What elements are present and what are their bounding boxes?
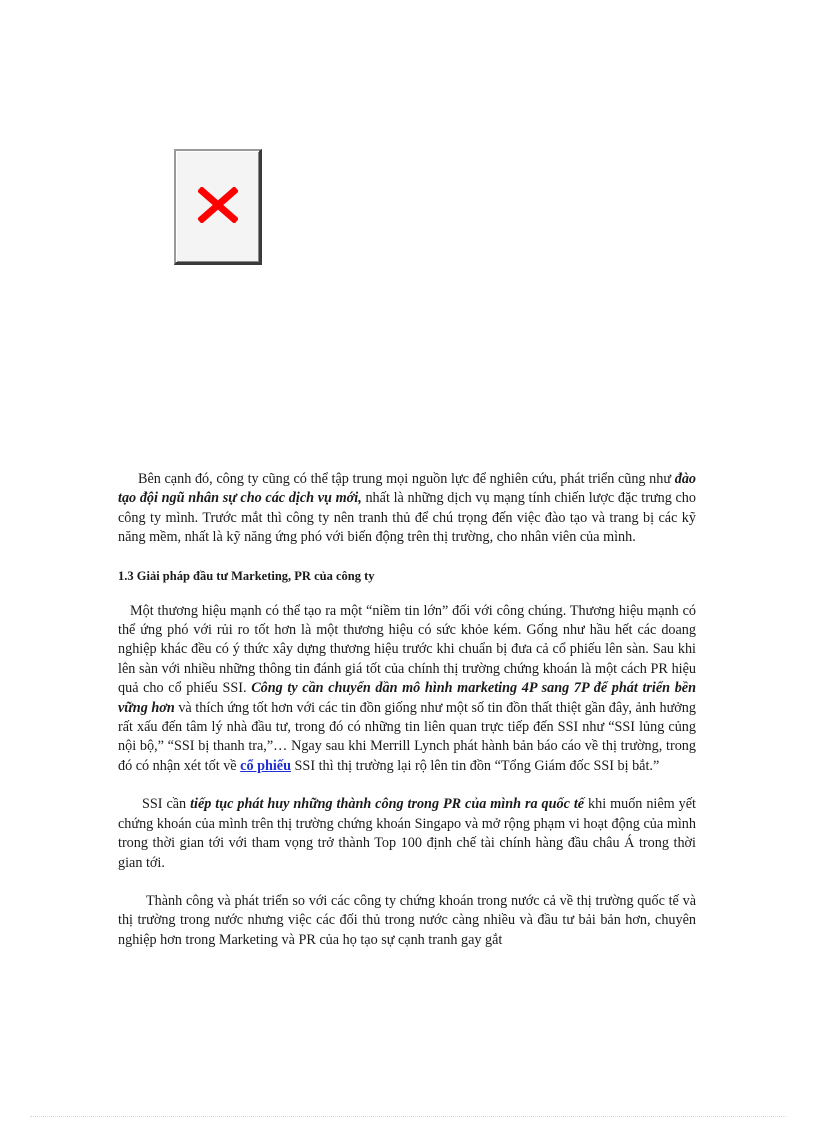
text-run: và thích ứng tốt hơn với các tin đồn giống như một số tin đồn thất thiệt gần đây, ảnh hưởng rất xấu đến tâm lý nhà đầu tư, trong đó có những tin liên quan trực tiếp đến SSI như “SSI lủng củng nội bộ,” “SSI bị thanh tra,”… Ngay sau khi Merrill Lynch phát hành bản báo cáo về thị trường, trong đó có nhận xét tốt về (118, 699, 696, 774)
page-divider (30, 1116, 786, 1117)
red-x-icon (198, 187, 238, 223)
emphasis-text: tiếp tục phát huy những thành công trong PR của mình ra quốc tế (190, 796, 585, 813)
stock-link[interactable]: cổ phiếu (240, 757, 291, 774)
section-heading: 1.3 Giải pháp đầu tư Marketing, PR của công ty (118, 568, 375, 583)
emphasis-text: Công ty cần chuyển dần mô hình marketing 4P sang 7P để phát triển bền vững hơn (118, 680, 696, 716)
text-run: Một thương hiệu mạnh có thể tạo ra một “niềm tin lớn” đối với công chúng. Thương hiệu mạnh có thể ứng phó với rủi ro tốt hơn là một thương hiệu có sức khỏe kém. Gống như hầu hết các doang nghiệp khác đều có ý thức xây dựng thương hiệu trước khi chuẩn bị đưa cả cổ phiếu lên sàn. Sau khi lên sàn với nhiều những thông tin đánh giá tốt của chính thị trường chứng khoán là một cách PR hiệu quả cho cổ phiếu SSI. (118, 602, 696, 697)
text-run: Bên cạnh đó, công ty cũng có thể tập trung mọi nguồn lực để nghiên cứu, phát triển cũng như (138, 471, 675, 487)
paragraph-training (118, 470, 696, 548)
text-run: nhất là những dịch vụ mạng tính chiến lược đặc trưng cho công ty mình. Trước mắt thì công ty nên tranh thủ để chú trọng đến việc đào tạo và trang bị các kỹ năng mềm, nhất là kỹ năng ứng phó với biến động trên thị trường, cho nhân viên của mình. (118, 490, 696, 546)
emphasis-text: đào tạo đội ngũ nhân sự cho các dịch vụ mới, (118, 471, 696, 507)
text-run: SSI cần (142, 796, 191, 813)
broken-image-placeholder (174, 149, 262, 265)
text-run: SSI thì thị trường lại rộ lên tin đồn “Tổng Giám đốc SSI bị bắt.” (291, 757, 660, 774)
document-body (118, 470, 696, 950)
text-run: khi muốn niêm yết chứng khoán của mình trên thị trường chứng khoán Singapo và mở rộng phạm vi hoạt động của mình trong thời gian tới với tham vọng trở thành Top 100 định chế tài chính hàng đầu châu Á trong thời gian tới. (118, 796, 696, 871)
paragraph-brand (118, 602, 696, 777)
paragraph-competition (118, 892, 696, 950)
text-run: Thành công và phát triển so với các công ty chứng khoán trong nước cả về thị trường quốc tế và thị trường trong nước nhưng việc các đối thủ trong nước càng nhiều và đầu tư bải bản hơn, chuyên nghiệp hơn trong Marketing và PR của họ tạo sự cạnh tranh gay gắt (118, 892, 696, 948)
paragraph-international-pr (118, 795, 696, 873)
